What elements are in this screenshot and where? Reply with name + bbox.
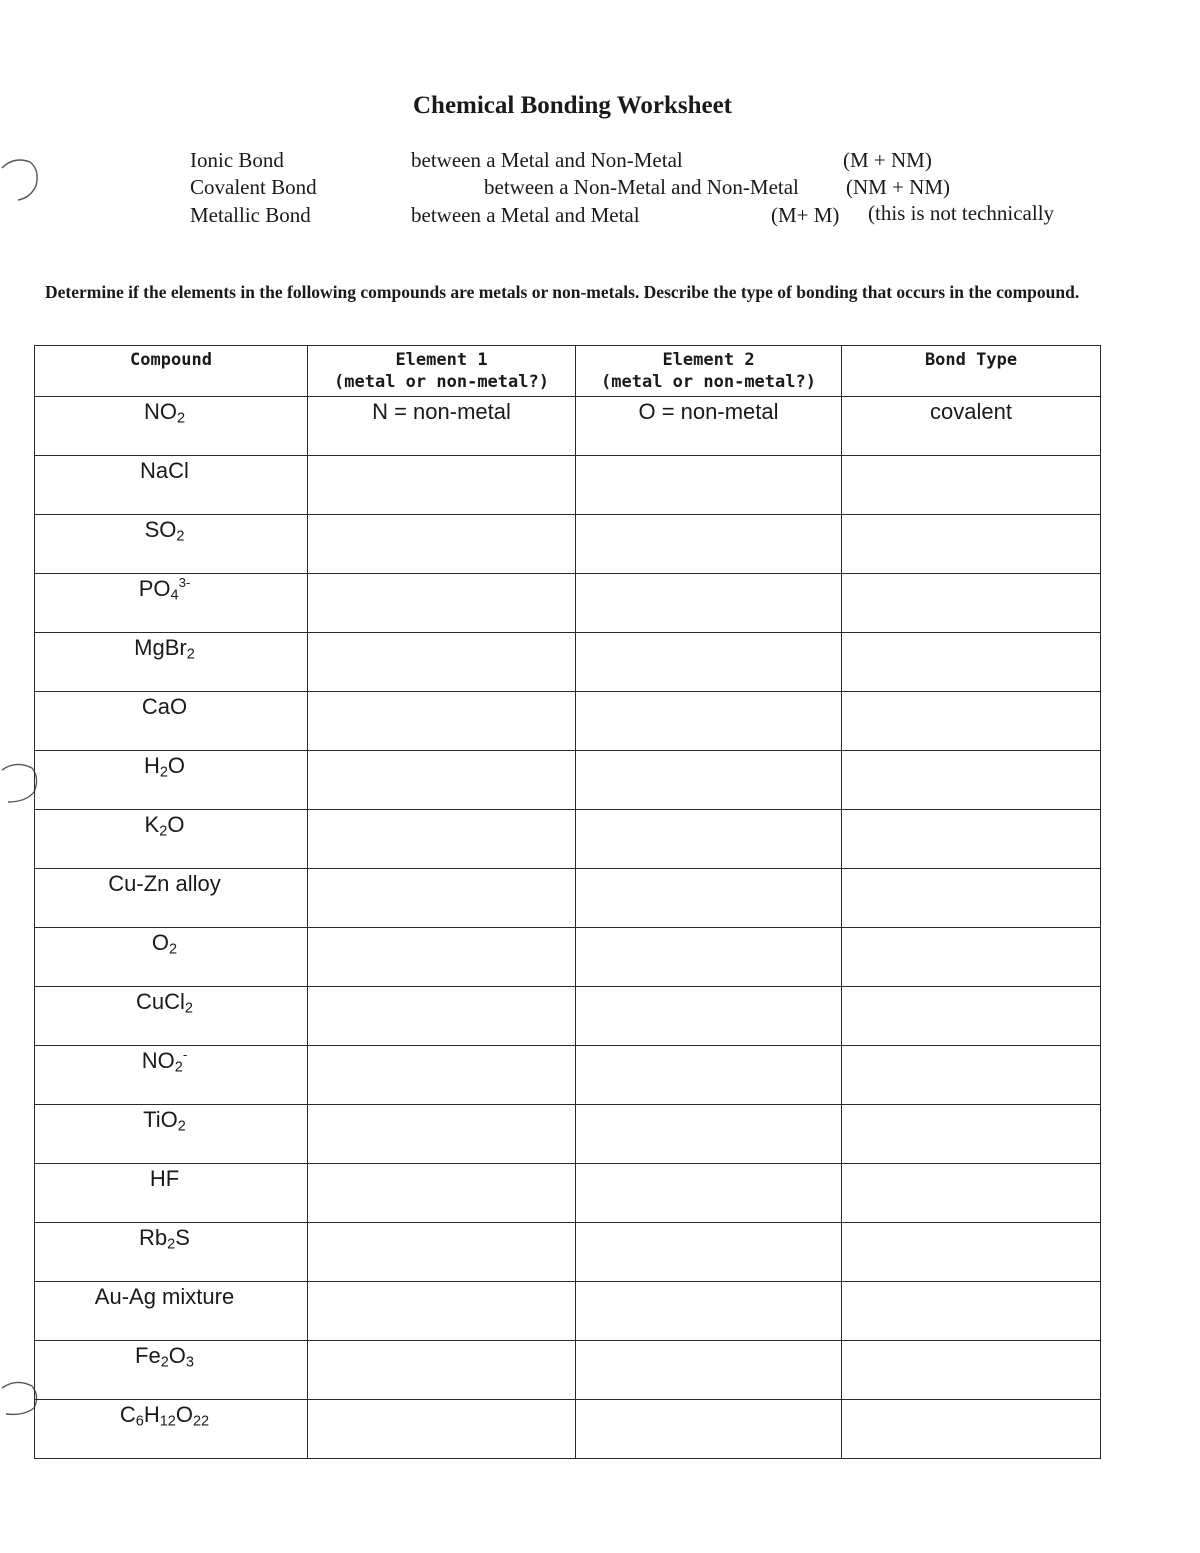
compound-formula: CaO — [141, 694, 188, 719]
element-2-cell[interactable] — [576, 456, 842, 515]
compound-cell — [35, 397, 308, 456]
compound-formula: $K_2O$ — [144, 812, 185, 840]
element-1-cell[interactable] — [308, 928, 576, 987]
compound-formula: Cu-Zn alloy — [108, 871, 221, 896]
table-row — [35, 397, 1101, 456]
element-2-cell[interactable] — [576, 515, 842, 574]
element-2-cell[interactable] — [576, 810, 842, 869]
compound-cell — [35, 1164, 308, 1223]
metallic-bond-label: Metallic Bond — [190, 203, 311, 227]
element-1-cell[interactable] — [308, 1105, 576, 1164]
element-1-cell[interactable] — [308, 692, 576, 751]
table-row — [35, 1223, 1101, 1282]
element-2-cell[interactable] — [576, 397, 842, 456]
element-1-cell[interactable] — [308, 456, 576, 515]
compound-cell — [35, 987, 308, 1046]
table-row — [35, 1282, 1101, 1341]
element-1-cell[interactable] — [308, 1223, 576, 1282]
element-1-cell[interactable] — [308, 633, 576, 692]
element-2-cell[interactable] — [576, 1400, 842, 1459]
table-row — [35, 987, 1101, 1046]
bond-type-cell[interactable] — [842, 397, 1101, 456]
covalent-bond-formula: (NM + NM) — [846, 175, 951, 199]
element-2-cell[interactable] — [576, 1223, 842, 1282]
covalent-bond-label: Covalent Bond — [190, 175, 317, 199]
instructions: Determine if the elements in the following compounds are metals or non-metals. Describe the type of bonding that occurs in the compound. — [45, 282, 1080, 302]
element-2-cell[interactable] — [576, 1046, 842, 1105]
ionic-bond-description: between a Metal and Non-Metal — [411, 148, 683, 172]
hole-punch-top — [0, 148, 40, 208]
compound-formula: $PO_4^{3-}$ — [138, 574, 191, 604]
table-row — [35, 869, 1101, 928]
compound-cell — [35, 692, 308, 751]
element-1-cell[interactable] — [308, 1164, 576, 1223]
compound-cell — [35, 1282, 308, 1341]
header-element-1-subtitle: (metal or non-metal?) — [334, 372, 549, 392]
element-2-cell[interactable] — [576, 928, 842, 987]
table-row — [35, 633, 1101, 692]
bond-type-answer: covalent — [930, 399, 1012, 424]
element-1-cell[interactable] — [308, 1046, 576, 1105]
table-row — [35, 515, 1101, 574]
bond-type-cell[interactable] — [842, 574, 1101, 633]
header-element-1 — [308, 346, 576, 397]
table-header-row — [35, 346, 1101, 397]
bond-type-cell[interactable] — [842, 456, 1101, 515]
element-2-cell[interactable] — [576, 1341, 842, 1400]
bonding-table — [34, 345, 1101, 1459]
element-2-cell[interactable] — [576, 1282, 842, 1341]
element-1-cell[interactable] — [308, 1341, 576, 1400]
table-row — [35, 456, 1101, 515]
header-element-2-title: Element 2 — [662, 350, 755, 370]
table-row — [35, 810, 1101, 869]
element-1-cell[interactable] — [308, 987, 576, 1046]
element-1-cell[interactable] — [308, 574, 576, 633]
element-1-cell[interactable] — [308, 751, 576, 810]
compound-cell — [35, 751, 308, 810]
element-2-cell[interactable] — [576, 692, 842, 751]
element-2-cell[interactable] — [576, 1164, 842, 1223]
header-element-1-title: Element 1 — [395, 350, 488, 370]
bond-type-cell[interactable] — [842, 987, 1101, 1046]
compound-formula: $H_2O$ — [143, 753, 186, 781]
header-compound-label: Compound — [130, 350, 212, 370]
bond-type-cell[interactable] — [842, 1105, 1101, 1164]
compound-cell — [35, 456, 308, 515]
compound-cell — [35, 1105, 308, 1164]
compound-cell — [35, 1046, 308, 1105]
bond-type-cell[interactable] — [842, 1282, 1101, 1341]
compound-formula: $Rb_2S$ — [139, 1225, 190, 1253]
bond-type-cell[interactable] — [842, 1164, 1101, 1223]
compound-formula: $O_2$ — [151, 930, 178, 958]
header-element-2-subtitle: (metal or non-metal?) — [601, 372, 816, 392]
element-2-cell[interactable] — [576, 751, 842, 810]
metallic-bond-description: between a Metal and Metal — [411, 203, 640, 227]
header-element-2 — [576, 346, 842, 397]
bond-type-cell[interactable] — [842, 751, 1101, 810]
bond-type-cell[interactable] — [842, 633, 1101, 692]
compound-cell — [35, 869, 308, 928]
table-row — [35, 692, 1101, 751]
element-1-cell[interactable] — [308, 869, 576, 928]
bond-type-cell[interactable] — [842, 515, 1101, 574]
compound-formula: $Fe_2O_3$ — [135, 1343, 194, 1371]
metallic-bond-formula: (M+ M) — [771, 203, 840, 227]
ionic-bond-formula: (M + NM) — [843, 148, 932, 172]
compound-formula: HF — [149, 1166, 180, 1191]
table-row — [35, 1341, 1101, 1400]
bond-type-cell[interactable] — [842, 928, 1101, 987]
compound-formula: NaCl — [140, 458, 189, 483]
bond-type-cell[interactable] — [842, 1341, 1101, 1400]
compound-formula: CuCl$_2$ — [136, 989, 193, 1017]
bond-type-cell[interactable] — [842, 1223, 1101, 1282]
bond-type-cell[interactable] — [842, 1046, 1101, 1105]
header-bond-type-label: Bond Type — [924, 350, 1018, 370]
compound-cell — [35, 810, 308, 869]
compound-formula: TiO$_2$ — [143, 1107, 186, 1135]
compound-cell — [35, 1400, 308, 1459]
element-1-answer: N = non-metal — [372, 399, 511, 424]
bond-type-cell[interactable] — [842, 1400, 1101, 1459]
compound-cell — [35, 633, 308, 692]
page-title: Chemical Bonding Worksheet — [412, 92, 733, 119]
compound-cell — [35, 1223, 308, 1282]
element-1-cell[interactable] — [308, 515, 576, 574]
table-row — [35, 751, 1101, 810]
element-2-answer: O = non-metal — [638, 399, 779, 424]
element-2-cell[interactable] — [576, 574, 842, 633]
header-bond-type — [842, 346, 1101, 397]
compound-formula: MgBr$_2$ — [134, 635, 195, 663]
element-1-cell[interactable] — [308, 810, 576, 869]
bond-type-cell[interactable] — [842, 869, 1101, 928]
compound-formula: $NO_2$ — [143, 399, 186, 427]
table-row — [35, 574, 1101, 633]
element-2-cell[interactable] — [576, 987, 842, 1046]
bond-type-cell[interactable] — [842, 692, 1101, 751]
header-compound — [35, 346, 308, 397]
compound-cell — [35, 515, 308, 574]
compound-cell — [35, 928, 308, 987]
table-row — [35, 1164, 1101, 1223]
covalent-bond-description: between a Non-Metal and Non-Metal — [484, 175, 799, 199]
compound-formula: $NO_2^-$ — [141, 1046, 188, 1076]
element-1-cell[interactable] — [308, 397, 576, 456]
compound-formula: $C_6H_{12}O_{22}$ — [119, 1402, 210, 1430]
compound-formula: Au-Ag mixture — [94, 1284, 235, 1309]
element-2-cell[interactable] — [576, 633, 842, 692]
compound-cell — [35, 1341, 308, 1400]
table-row — [35, 1046, 1101, 1105]
table-row — [35, 1400, 1101, 1459]
table-row — [35, 928, 1101, 987]
table-row — [35, 1105, 1101, 1164]
compound-cell — [35, 574, 308, 633]
element-1-cell[interactable] — [308, 1400, 576, 1459]
compound-formula: $SO_2$ — [144, 517, 185, 545]
metallic-bond-note: (this is not technically — [868, 201, 1055, 225]
ionic-bond-label: Ionic Bond — [190, 148, 284, 172]
element-2-cell[interactable] — [576, 1105, 842, 1164]
element-1-cell[interactable] — [308, 1282, 576, 1341]
element-2-cell[interactable] — [576, 869, 842, 928]
bond-type-cell[interactable] — [842, 810, 1101, 869]
